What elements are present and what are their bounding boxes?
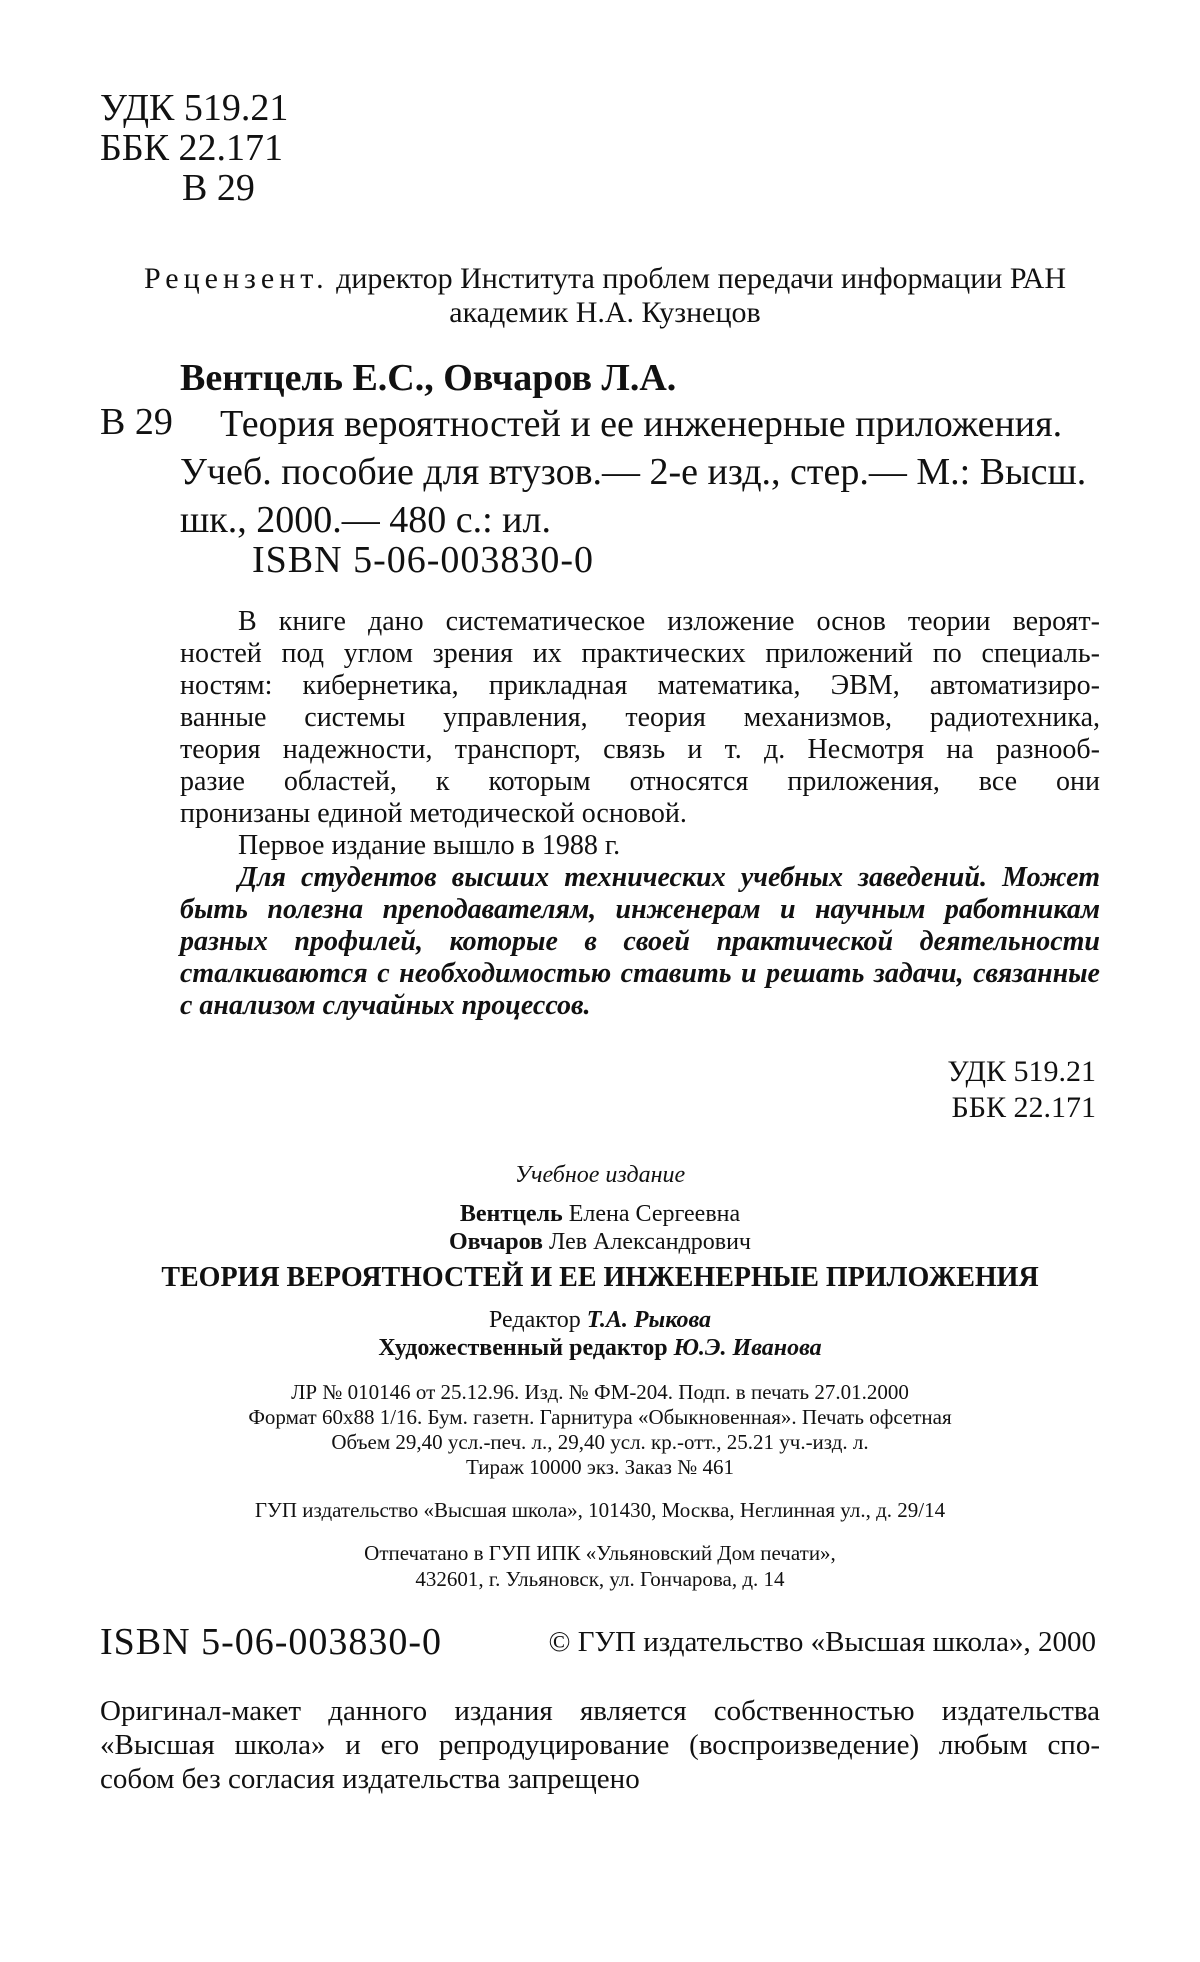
tech-line: Тираж 10000 экз. Заказ № 461 <box>466 1455 734 1479</box>
abstract-line: пронизаны единой методической основой. <box>180 798 687 829</box>
imprint-technical <box>100 1380 1100 1480</box>
udk-code: УДК 519.21 <box>947 1055 1096 1088</box>
author-given-name: Елена Сергеевна <box>568 1201 741 1227</box>
author-given-name: Лев Александрович <box>548 1229 751 1255</box>
isbn-footer: ISBN 5-06-003830-0 <box>100 1621 443 1663</box>
imprint-editors <box>100 1306 1100 1362</box>
book-title-block <box>180 400 1100 544</box>
abstract <box>180 606 1100 1022</box>
tech-line: Формат 60x88 1/16. Бум. газетн. Гарнитура «Обыкновенная». Печать офсетная <box>248 1405 952 1429</box>
audience-line: с анализом случайных процессов. <box>180 990 591 1021</box>
printer-line: Отпечатано в ГУП ИПК «Ульяновский Дом печати», <box>364 1541 836 1565</box>
printer-info <box>100 1540 1100 1592</box>
reviewer-position: директор Института проблем передачи информации РАН <box>336 262 1067 295</box>
rights-line: собом без согласия издательства запрещено <box>100 1763 640 1795</box>
author-surname: Овчаров <box>449 1229 543 1255</box>
abstract-line: разие областей, к которым относятся приложения, все они <box>180 766 1100 797</box>
abstract-line: ностям: кибернетика, прикладная математика, ЭВМ, автоматизиро- <box>180 670 1100 701</box>
author-index: В 29 <box>182 167 255 209</box>
first-edition-note: Первое издание вышло в 1988 г. <box>238 830 621 861</box>
book-code: В 29 <box>100 401 173 443</box>
author-surname: Вентцель <box>459 1201 563 1227</box>
isbn-main: ISBN 5-06-003830-0 <box>252 539 595 581</box>
copyright-notice: © ГУП издательство «Высшая школа», 2000 <box>548 1626 1096 1658</box>
publisher-address: ГУП издательство «Высшая школа», 101430, Москва, Неглинная ул., д. 29/14 <box>254 1498 946 1522</box>
reviewer-name: академик Н.А. Кузнецов <box>449 296 761 329</box>
audience-line: разных профилей, которые в своей практической деятельности <box>180 926 1100 957</box>
audience-line: сталкиваются с необходимостью ставить и решать задачи, связанные <box>180 958 1100 989</box>
book-title-line: шк., 2000.— 480 с.: ил. <box>180 499 551 541</box>
reviewer-label: Рецензент. <box>143 262 329 295</box>
editor-name: Т.А. Рыкова <box>586 1307 712 1333</box>
rights-notice <box>100 1694 1100 1796</box>
audience-line: быть полезна преподавателям, инженерам и научным работникам <box>180 894 1100 925</box>
rights-line: «Высшая школа» и его репродуцирование (воспроизведение) любым спо- <box>100 1729 1100 1761</box>
tech-line: ЛР № 010146 от 25.12.96. Изд. № ФМ-204. Подп. в печать 27.01.2000 <box>291 1380 909 1404</box>
udk-block-bottom <box>947 1054 1096 1126</box>
abstract-line: ванные системы управления, теория механизмов, радиотехника, <box>180 702 1100 733</box>
bbk-code: ББК 22.171 <box>951 1091 1096 1124</box>
bbk-code: ББК 22.171 <box>100 127 283 169</box>
art-editor-label: Художественный редактор <box>378 1335 668 1361</box>
printer-line: 432601, г. Ульяновск, ул. Гончарова, д. 14 <box>415 1567 785 1591</box>
book-authors: Вентцель Е.С., Овчаров Л.А. <box>180 357 677 399</box>
rights-line: Оригинал-макет данного издания является собственностью издательства <box>100 1695 1100 1727</box>
edition-type: Учебное издание <box>514 1162 686 1188</box>
abstract-line: ностей под углом зрения их практических приложений по специаль- <box>180 638 1100 669</box>
abstract-line: теория надежности, транспорт, связь и т. д. Несмотря на разнооб- <box>180 734 1100 765</box>
book-title-line: Учеб. пособие для втузов.— 2-е изд., стер.— М.: Высш. <box>180 451 1087 493</box>
reviewer-block <box>110 262 1100 330</box>
art-editor-name: Ю.Э. Иванова <box>673 1335 822 1361</box>
abstract-line: В книге дано систематическое изложение основ теории вероят- <box>238 606 1100 637</box>
tech-line: Объем 29,40 усл.-печ. л., 29,40 усл. кр.-отт., 25.21 уч.-изд. л. <box>331 1430 869 1454</box>
book-title-line: Теория вероятностей и ее инженерные приложения. <box>220 403 1063 445</box>
audience-line: Для студентов высших технических учебных заведений. Может <box>238 862 1100 893</box>
udk-block-top <box>100 88 288 208</box>
imprint-title: ТЕОРИЯ ВЕРОЯТНОСТЕЙ И ЕЕ ИНЖЕНЕРНЫЕ ПРИЛОЖЕНИЯ <box>161 1262 1039 1293</box>
udk-code: УДК 519.21 <box>100 87 289 129</box>
imprint-authors <box>100 1200 1100 1256</box>
editor-label: Редактор <box>488 1307 581 1333</box>
